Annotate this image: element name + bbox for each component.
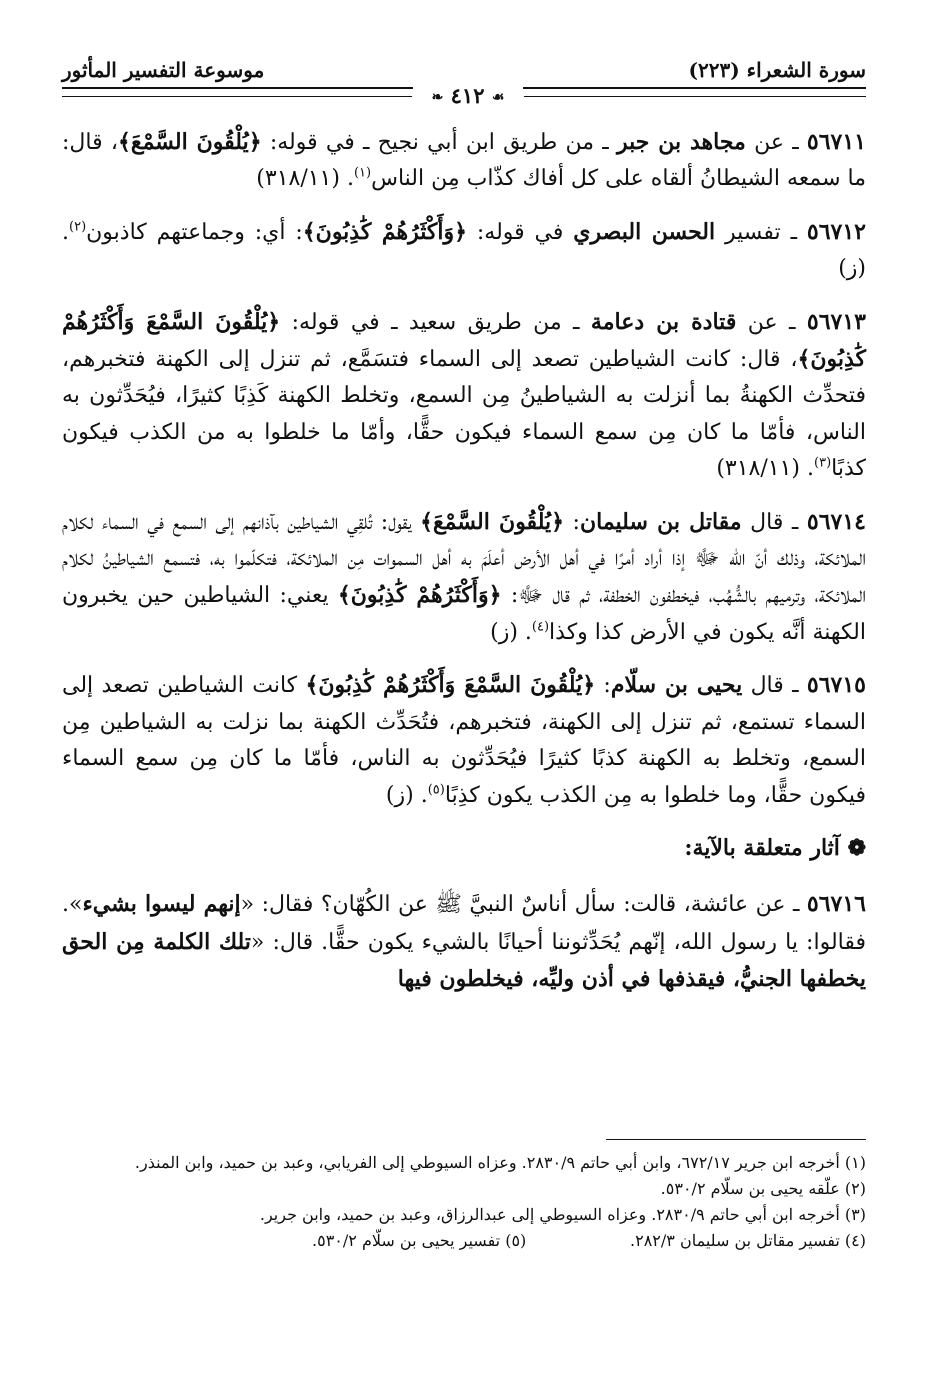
page-number-rule-right [524,96,866,97]
entry-text: : [563,509,580,535]
footnote-ref: (٣) [814,455,832,471]
entry-text: ». فقالوا: يا رسول الله، إنّهم يُحَدِّثوننا أحيانًا بالشيء يكون حقًّا. قال: « [62,892,866,955]
quran-quote: ﴿يُلْقُونَ السَّمْعَ وَأَكْثَرُهُمْ كَٰذِبُونَ﴾ [62,308,866,373]
entry-56712 [62,214,866,288]
entry-56715 [62,667,866,814]
quran-quote: ﴿وَأَكْثَرُهُمْ كَٰذِبُونَ﴾ [302,218,467,245]
narrator-name: قتادة بن دعامة [590,308,737,335]
entry-number: ٥٦٧١٦ [806,891,866,918]
ornament-icon: ❧ [431,89,444,106]
entry-text: ـ عن عائشة، قالت: سأل أناسٌ النبيَّ ﷺ عن الكُهّان؟ فقال: « [240,892,807,918]
section-heading-text: آثار متعلقة بالآية: [684,834,840,861]
quran-quote: ﴿وَأَكْثَرُهُمْ كَٰذِبُونَ﴾ [337,582,502,609]
page-number-rule-left [62,96,412,97]
narrator-name: مقاتل بن سليمان [579,508,742,535]
entry-text: كانت الشياطين تصعد إلى السماء تستمع، ثم تنزل إلى الكهنة، فتخبرهم، فتُحَدِّث الكهنة بما نزلت به الشياطين مِن السمع، وتخلط به الكهنة كذبًا كثيرًا فيُحَدِّثون به الناس، فأمّا ما كان مِن سمع السماء فيكون حقًّا، وما خلطوا به مِن الكذب يكون كذِبًا [62,673,866,808]
quran-quote: ﴿يُلْقُونَ السَّمْعَ﴾ [117,129,262,155]
volume-ref: (٣١٨/١١) [256,166,340,192]
quran-quote: ﴿يُلْقُونَ السَّمْعَ وَأَكْثَرُهُمْ كَٰذِبُونَ﴾ [305,672,596,699]
page-number [413,83,523,113]
entry-number: ٥٦٧١٣ [806,308,866,335]
footnote-3: (٣) أخرجه ابن أبي حاتم ٢٨٣٠/٩. وعزاه السيوطي إلى عبدالرزاق، وعبد بن حميد، وابن جرير. [259,1205,866,1224]
footnote-1: (١) أخرجه ابن جرير ٦٧٢/١٧، وابن أبي حاتم ٢٨٣٠/٩. وعزاه السيوطي إلى الفريابي، وعبد بن حميد، وابن المنذر. [134,1153,866,1172]
footnote-ref: (١) [353,166,372,182]
entry-text: ، قال: كانت الشياطين تصعد إلى السماء فتسَمَّع، ثم تنزل إلى الكهنة فتخبرهم، فتحدِّث الكهنةُ بما أنزلت به الشياطينُ مِن السمع، وتخلط الكهنة كَذِبًا كثيرًا، فيُحَدِّثون به الناس، فأمّا ما كان مِن سمع السماء فيكون حقًّا، وأمّا ما خلطوا به من الكذب فيكون كذبًا [62,347,866,482]
surah-heading: سورة الشعراء (٢٢٣) [688,58,866,82]
entry-number: ٥٦٧١٥ [806,672,866,699]
narrator-name: الحسن البصري [573,218,716,245]
entry-text: ـ عن [745,130,807,155]
entry-text: ـ قال [741,509,807,535]
entry-56714 [62,504,866,652]
hadith-quote: تلك الكلمة مِن الحق يخطفها الجنيُّ، فيقذفها في أذن وليِّه، فيخلطون فيها [62,928,866,993]
hadith-quote: إنهم ليسوا بشيء [82,891,241,918]
entry-text: . [62,219,69,245]
footnotes [62,1150,866,1254]
entry-text: . [800,456,814,482]
entry-text: . [517,619,532,645]
volume-ref: (٣١٨/١١) [716,456,800,482]
footnote-5: (٥) تفسير يحيى بن سلّام ٥٣٠/٢. [312,1231,527,1250]
source-marker: (ز) [838,256,866,282]
main-text [62,124,866,1015]
footnote-ref: (٢) [69,219,87,235]
footnote-ref: (٥) [427,782,445,798]
entry-text: : [595,673,611,699]
footnote-4: (٤) تفسير مقاتل بن سليمان ٢٨٢/٣. [630,1231,866,1250]
entry-text: ـ قال [742,673,807,699]
footnote-row [62,1228,866,1254]
flower-ornament-icon: ❁ [847,834,866,861]
page-number-text: ٤١٢ [450,83,485,108]
entry-text: ، قال: ما سمعه الشيطانُ ألقاه على كل أفاك كذّاب مِن الناس [62,130,866,192]
entry-56713 [62,304,866,488]
footnote-2: (٢) علّقه يحيى بن سلّام ٥٣٠/٢. [660,1179,866,1198]
source-marker: (ز) [385,782,414,808]
quran-quote: ﴿يُلْقُونَ السَّمْعَ﴾ [420,508,564,535]
entry-text: ـ عن [736,309,807,335]
entry-text: ـ من طريق ابن أبي نجيح ـ في قوله: [261,130,617,155]
entry-text: . [339,166,354,192]
footnote-ref: (٤) [531,619,550,635]
entry-text: يعني: الشياطين حين يخبرون الكهنة أنَّه يكون في الأرض كذا وكذا [62,583,866,645]
ornament-icon: ☙ [491,89,505,106]
entry-text: : أي: وجماعتهم كاذبون [86,219,303,245]
entry-number: ٥٦٧١٤ [806,508,866,535]
entry-text: ـ من طريق سعيد ـ في قوله: [280,309,591,335]
footnote-separator [606,1139,866,1140]
entry-number: ٥٦٧١١ [806,129,866,155]
source-marker: (ز) [490,619,518,645]
entry-text: في قوله: [467,219,574,245]
entry-56711 [62,124,866,198]
section-heading [62,830,866,866]
entry-text: يقول: تُلقِي الشياطين بآذانهم إلى السمع في السماء لكلام الملائكة، وذلك أنّ الله ﷻ إذا أراد أمرًا في أهل الأرض أعلَمَ به أهل السموات مِن الملائكة، فتكلّموا به، فتسمع الشياطينُ لكلام الملائكة، وترميهم بالشُّهُب، فيخطفون الخطفة، ثم قال ﷻ: [62,509,866,609]
entry-56716 [62,886,866,998]
entry-text: ـ تفسير [715,219,807,245]
narrator-name: مجاهد بن جبر [616,129,746,155]
narrator-name: يحيى بن سلّام [610,672,743,699]
entry-number: ٥٦٧١٢ [806,218,866,245]
entry-text: . [413,782,428,808]
book-title: موسوعة التفسير المأثور [62,58,265,82]
